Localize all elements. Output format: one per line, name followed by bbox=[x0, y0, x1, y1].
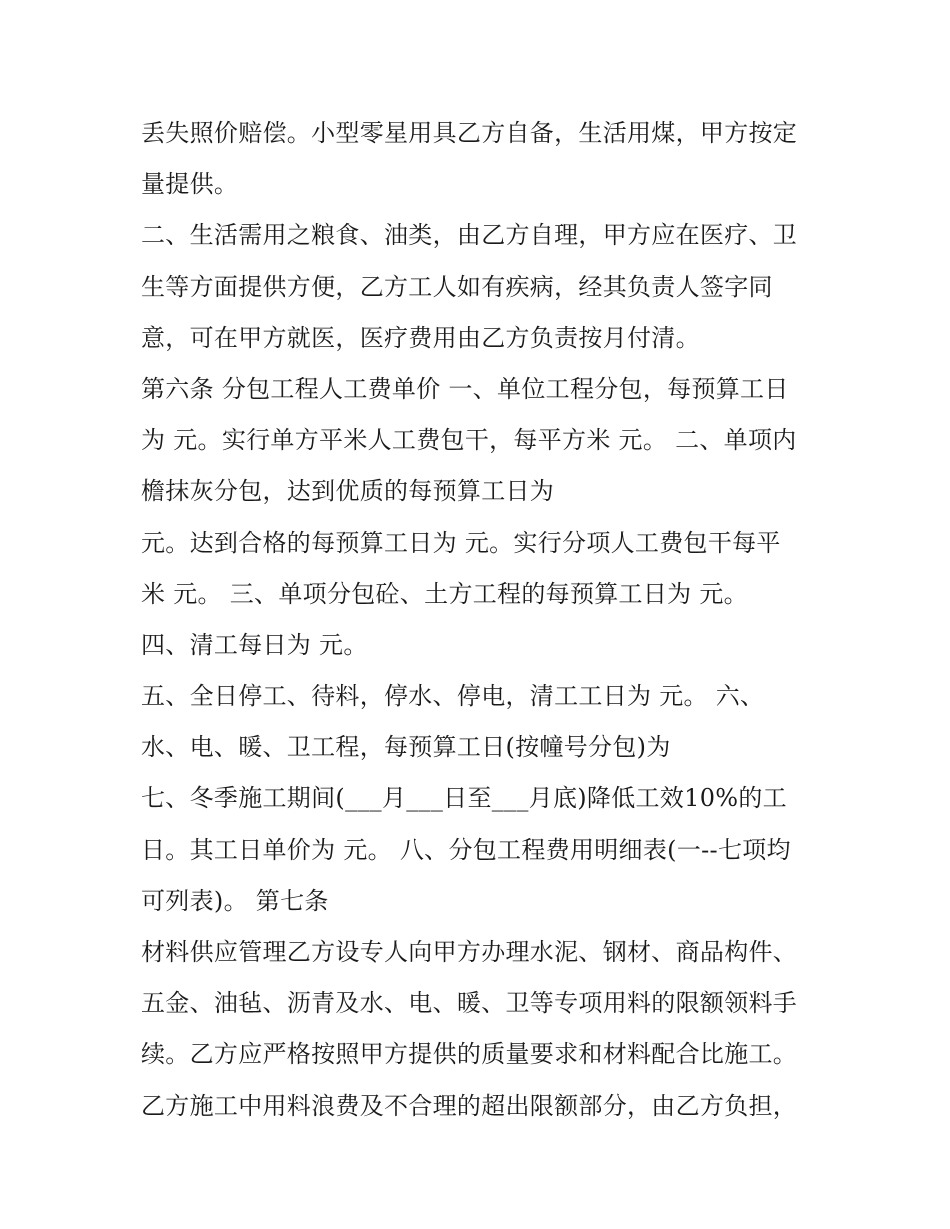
text-line: 二、生活需用之粮食、油类，由乙方自理，甲方应在医疗、卫 bbox=[141, 221, 798, 250]
text-line: 续。乙方应严格按照甲方提供的质量要求和材料配合比施工。 bbox=[141, 1040, 798, 1069]
text-line: 七、冬季施工期间(___月___日至___月底)降低工效10%的工 bbox=[141, 784, 787, 813]
text-line: 元。达到合格的每预算工日为 元。实行分项人工费包干每平 bbox=[141, 528, 781, 557]
text-line: 五金、油毡、沥青及水、电、暖、卫等专项用料的限额领料手 bbox=[141, 989, 798, 1018]
text-line: 生等方面提供方便，乙方工人如有疾病，经其负责人签字同 bbox=[141, 272, 773, 301]
text-line: 檐抹灰分包，达到优质的每预算工日为 bbox=[141, 477, 555, 506]
text-line: 第六条 分包工程人工费单价 一、单位工程分包，每预算工日 bbox=[141, 374, 789, 403]
text-line: 为 元。实行单方平米人工费包干，每平方米 元。 二、单项内 bbox=[141, 426, 797, 455]
text-line: 乙方施工中用料浪费及不合理的超出限额部分，由乙方负担， bbox=[141, 1091, 798, 1120]
text-line: 量提供。 bbox=[141, 170, 239, 199]
text-line: 材料供应管理乙方设专人向甲方办理水泥、钢材、商品构件、 bbox=[141, 938, 798, 966]
text-line: 水、电、暖、卫工程，每预算工日(按幢号分包)为 bbox=[141, 733, 671, 762]
text-line: 日。其工日单价为 元。 八、分包工程费用明细表(一--七项均 bbox=[141, 835, 791, 864]
text-line: 四、清工每日为 元。 bbox=[141, 630, 368, 659]
text-line: 意，可在甲方就医，医疗费用由乙方负责按月付清。 bbox=[141, 323, 700, 352]
text-line: 丢失照价赔偿。小型零星用具乙方自备，生活用煤，甲方按定 bbox=[141, 119, 798, 147]
text-line: 五、全日停工、待料，停水、停电，清工工日为 元。 六、 bbox=[141, 682, 765, 711]
text-line: 米 元。 三、单项分包砼、土方工程的每预算工日为 元。 bbox=[141, 579, 748, 608]
text-line: 可列表)。 第七条 bbox=[141, 886, 329, 915]
document-body bbox=[141, 108, 821, 1132]
